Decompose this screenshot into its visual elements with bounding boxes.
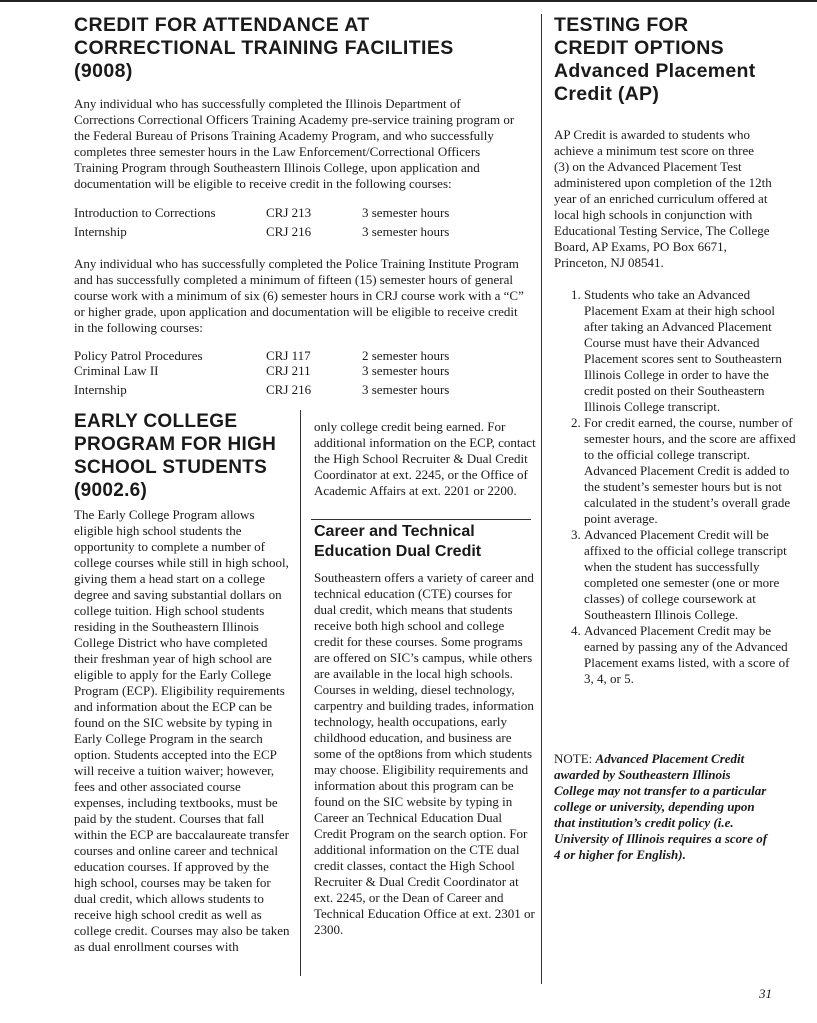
course-row xyxy=(74,224,494,240)
list-item: 2. For credit earned, the course, number of semester hours, and the score are affixed to the official college transcript. Advanced Placement Credit is added to the student’s semester hours but is not calculated in the student’s overall grade point average. xyxy=(584,415,800,527)
course-hours: 3 semester hours xyxy=(362,224,450,239)
course-name: Internship xyxy=(74,224,127,239)
ap-note xyxy=(554,751,774,863)
course-code: CRJ 117 xyxy=(266,348,311,363)
course-row xyxy=(74,363,494,379)
course-name: Policy Patrol Procedures xyxy=(74,348,203,363)
correctional-paragraph-2: Any individual who has successfully completed the Police Training Institute Program and has successfully completed a minimum of fifteen (15) semester hours of general course work with a minimum of six (6) semester hours in CRJ course work with a “C” or higher grade, upon application and documentation will be eligible to receive credit in the following courses: xyxy=(74,256,524,335)
course-name: Criminal Law II xyxy=(74,363,159,378)
course-code: CRJ 216 xyxy=(266,224,312,239)
ap-subtitle-line-2: Credit (AP) xyxy=(554,83,660,105)
course-hours: 3 semester hours xyxy=(362,205,450,220)
course-hours: 2 semester hours xyxy=(362,348,450,363)
ecp-divider xyxy=(300,410,301,976)
ap-list xyxy=(556,287,800,687)
ap-subtitle-line-1: Advanced Placement xyxy=(554,60,756,82)
testing-title-line-2: CREDIT OPTIONS xyxy=(554,37,724,59)
early-college-body-continued: only college credit being earned. For additional information on the ECP, contact the High School Recruiter & Dual Credit Coordinator at ext. 2245, or the Office of Academic Affairs at ext. 2201 or 2200. xyxy=(314,419,536,498)
course-hours: 3 semester hours xyxy=(362,382,450,397)
section-title-cte: Career and Technical Education Dual Credit xyxy=(314,523,482,560)
ap-intro: AP Credit is awarded to students who achieve a minimum test score on three (3) on the Advanced Placement Test administered upon completion of the 12th year of an enriched curriculum offered at local high schools in conjunction with Educational Testing Service, The College Board, AP Exams, PO Box 6671, Princeton, NJ 08541. xyxy=(554,127,772,270)
course-code: CRJ 213 xyxy=(266,205,312,220)
page-number: 31 xyxy=(759,986,772,1001)
section-title-correctional: CREDIT FOR ATTENDANCE AT CORRECTIONAL TRAINING FACILITIES (9008) xyxy=(74,14,454,82)
course-name: Introduction to Corrections xyxy=(74,205,216,220)
course-code: CRJ 211 xyxy=(266,363,311,378)
course-name: Internship xyxy=(74,382,127,397)
column-divider xyxy=(541,14,542,984)
course-hours: 3 semester hours xyxy=(362,363,450,378)
list-item: 1. Students who take an Advanced Placement Exam at their high school after taking an Advanced Placement Course must have their Advanced Placement scores sent to Southeastern Illinois College in order to have the credit posted on their Southeastern Illinois College transcript. xyxy=(584,287,800,415)
early-college-body: The Early College Program allows eligible high school students the opportunity to complete a number of college courses while still in high school, giving them a head start on a college degree and saving substantial dollars on college tuition. High school students residing in the Southeastern Illinois College District who have completed their freshman year of high school are eligible to apply for the Early College Program (ECP). Eligibility requirements and information about the ECP can be found on the SIC website by typing in Early College Program in the search option. Students accepted into the ECP will receive a tuition waiver; however, fees and other associated course expenses, including textbooks, must be paid by the student. Courses that fall within the ECP are baccalaureate transfer courses and online career and technical education courses. If approved by the high school, courses may be taken for dual credit, which allows students to receive high school credit as well as college credit. Courses may also be taken as dual enrollment courses with xyxy=(74,507,290,954)
list-item: 3. Advanced Placement Credit will be affixed to the official college transcript when the student has successfully completed one semester (one or more classes) of college coursework at Southeastern Illinois College. xyxy=(584,527,800,623)
note-text: Advanced Placement Credit awarded by Southeastern Illinois College may not transfer to a particular college or university, depending upon that institution’s credit policy (i.e. University of Illinois requires a score of 4 or higher for English). xyxy=(554,751,768,862)
correctional-paragraph-1: Any individual who has successfully completed the Illinois Department of Corrections Correctional Officers Training Academy pre-service training program or the Federal Bureau of Prisons Training Academy Program, and who successfully completes three semester hours in the Law Enforcement/Correctional Officers Training Program through Southeastern Illinois College, upon application and documentation will be eligible to receive credit in the following courses: xyxy=(74,96,515,191)
section-title-testing xyxy=(554,14,794,106)
list-item: 4. Advanced Placement Credit may be earned by passing any of the Advanced Placement exams listed, with a score of 3, 4, or 5. xyxy=(584,623,800,687)
course-code: CRJ 216 xyxy=(266,382,312,397)
cte-rule xyxy=(311,519,531,520)
course-row xyxy=(74,382,494,398)
testing-title-line-1: TESTING FOR xyxy=(554,14,689,36)
note-label: NOTE: xyxy=(554,751,593,766)
course-row xyxy=(74,205,494,221)
course-row xyxy=(74,348,494,364)
section-title-early-college: EARLY COLLEGE PROGRAM FOR HIGH SCHOOL STUDENTS (9002.6) xyxy=(74,411,277,501)
top-border xyxy=(0,0,817,2)
cte-body: Southeastern offers a variety of career and technical education (CTE) courses for dual credit, which means that students receive both high school and college credit for these courses. Some programs are offered on SIC’s campus, while others are available in the local high schools. Courses in welding, diesel technology, carpentry and building trades, information technology, health occupations, early childhood education, and business are some of the opt8ions from which students may choose. Eligibility requirements and information about this program can be found on the SIC website by typing in Career an Technical Education Dual Credit Program on the search option. For additional information on the CTE dual credit classes, contact the High School Recruiter & Dual Credit Coordinator at ext. 2245, or the Dean of Career and Technical Education Office at ext. 2301 or 2300. xyxy=(314,570,535,937)
